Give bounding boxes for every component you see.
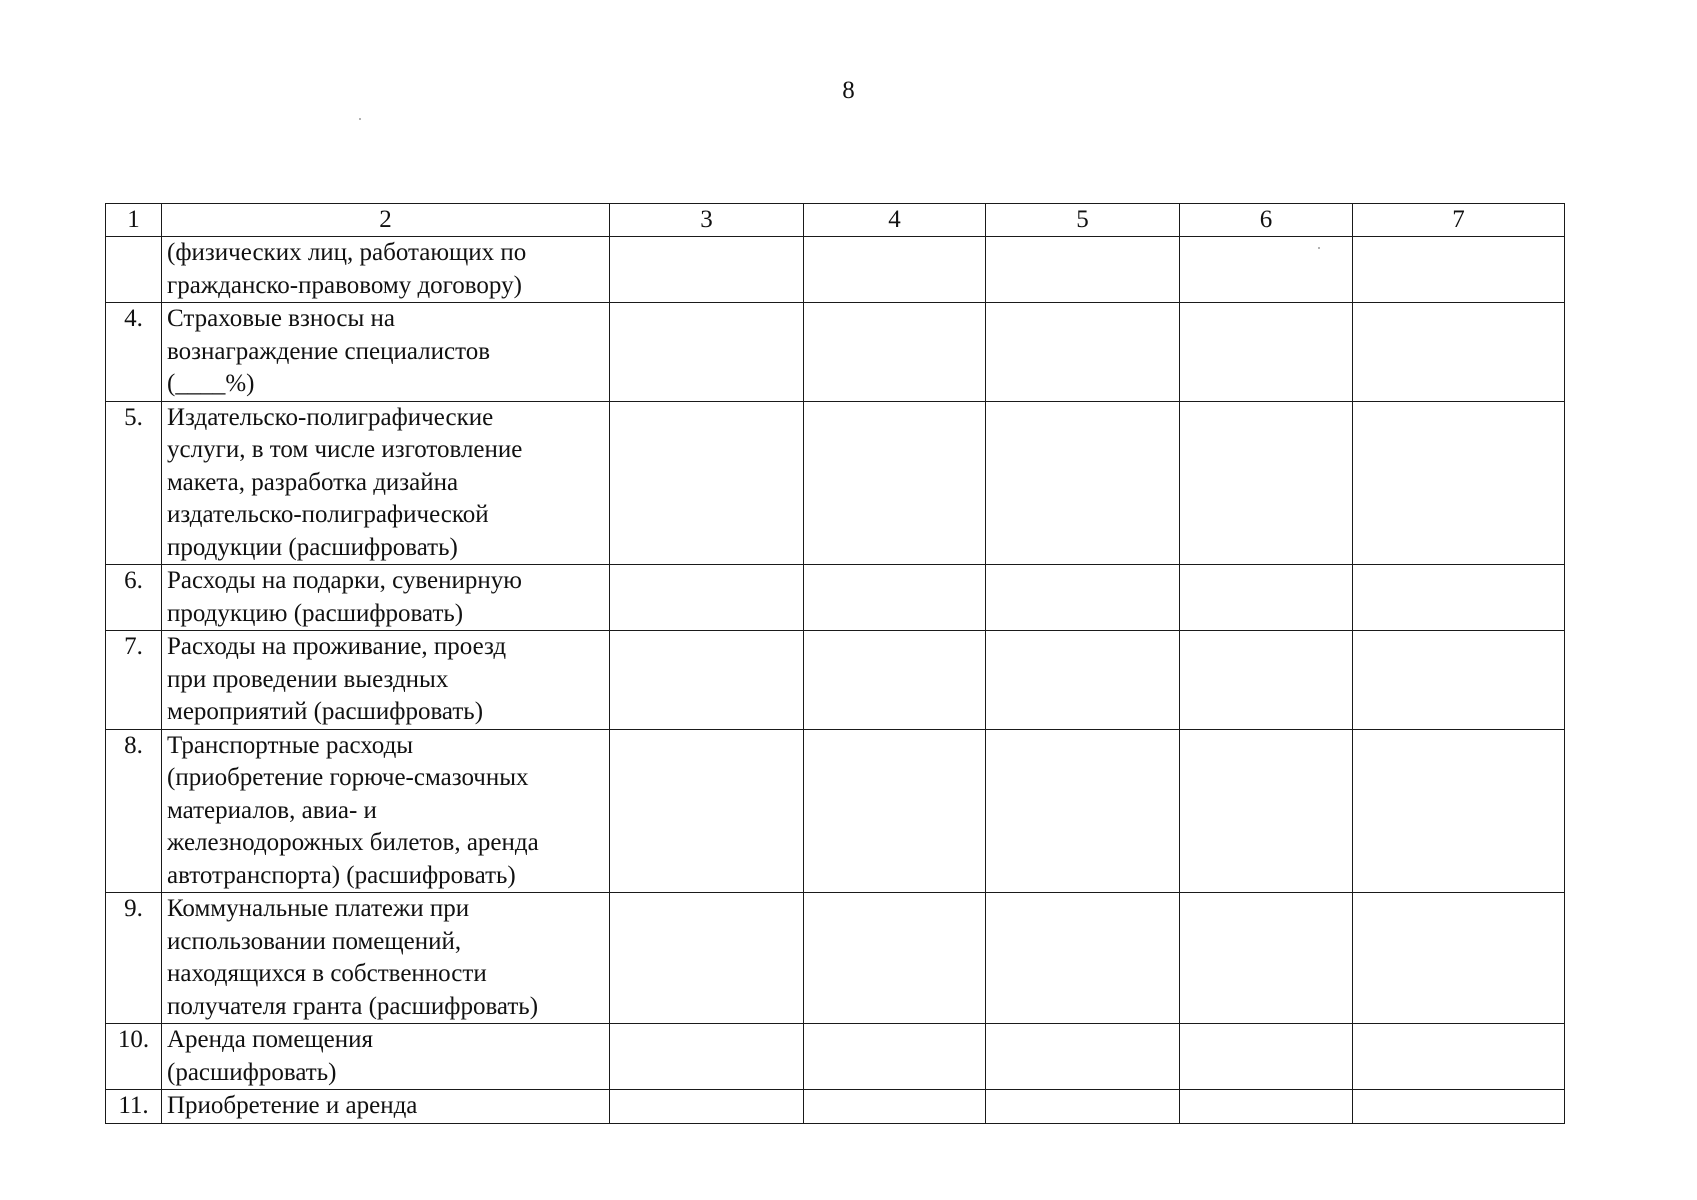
empty-cell [1180,1090,1353,1124]
row-description: Расходы на подарки, сувенирную продукцию (расшифровать) [162,565,610,631]
table-row [106,631,1565,730]
empty-cell [986,1024,1180,1090]
row-number: 8. [106,729,162,893]
table-row [106,565,1565,631]
budget-table [105,203,1565,1124]
row-number: 10. [106,1024,162,1090]
empty-cell [1353,237,1565,303]
table-row [106,1024,1565,1090]
empty-cell [1353,401,1565,565]
empty-cell [986,565,1180,631]
table-row [106,729,1565,893]
empty-cell [804,1090,986,1124]
row-number: 7. [106,631,162,730]
empty-cell [1180,893,1353,1024]
table-row [106,303,1565,402]
column-header: 4 [804,204,986,237]
empty-cell [986,237,1180,303]
column-header: 2 [162,204,610,237]
empty-cell [1353,303,1565,402]
row-number: 9. [106,893,162,1024]
empty-cell [1180,401,1353,565]
row-description: Приобретение и аренда [162,1090,610,1124]
empty-cell [1353,565,1565,631]
row-number: 5. [106,401,162,565]
scan-speck [1318,247,1320,249]
column-header: 5 [986,204,1180,237]
column-header: 3 [610,204,804,237]
empty-cell [804,237,986,303]
empty-cell [1180,565,1353,631]
column-header: 6 [1180,204,1353,237]
empty-cell [804,565,986,631]
empty-cell [986,893,1180,1024]
row-description: (физических лиц, работающих по гражданско-правовому договору) [162,237,610,303]
empty-cell [1180,303,1353,402]
row-number: 4. [106,303,162,402]
empty-cell [610,729,804,893]
empty-cell [610,631,804,730]
empty-cell [1353,729,1565,893]
page-number: 8 [842,77,855,104]
row-description: Расходы на проживание, проезд при проведении выездных мероприятий (расшифровать) [162,631,610,730]
table-row [106,893,1565,1024]
empty-cell [610,1024,804,1090]
empty-cell [804,729,986,893]
empty-cell [986,729,1180,893]
row-number [106,237,162,303]
row-description: Аренда помещения (расшифровать) [162,1024,610,1090]
empty-cell [1180,1024,1353,1090]
column-header: 1 [106,204,162,237]
table-row [106,237,1565,303]
empty-cell [1353,893,1565,1024]
empty-cell [804,401,986,565]
column-number-row [106,204,1565,237]
empty-cell [986,1090,1180,1124]
empty-cell [610,401,804,565]
empty-cell [610,303,804,402]
table-row [106,401,1565,565]
empty-cell [1180,237,1353,303]
empty-cell [610,1090,804,1124]
empty-cell [1353,631,1565,730]
empty-cell [610,237,804,303]
empty-cell [986,631,1180,730]
empty-cell [986,401,1180,565]
row-number: 6. [106,565,162,631]
empty-cell [804,303,986,402]
empty-cell [804,631,986,730]
row-description: Коммунальные платежи при использовании помещений, находящихся в собственности получателя гранта (расшифровать) [162,893,610,1024]
row-description: Страховые взносы на вознаграждение специалистов (____%) [162,303,610,402]
row-number: 11. [106,1090,162,1124]
scan-speck [359,118,361,120]
empty-cell [610,565,804,631]
empty-cell [1353,1090,1565,1124]
empty-cell [1180,729,1353,893]
row-description: Издательско-полиграфические услуги, в том числе изготовление макета, разработка дизайна издательско-полиграфической продукции (расшифровать) [162,401,610,565]
empty-cell [1180,631,1353,730]
table-row [106,1090,1565,1124]
empty-cell [986,303,1180,402]
empty-cell [1353,1024,1565,1090]
empty-cell [610,893,804,1024]
column-header: 7 [1353,204,1565,237]
row-description: Транспортные расходы (приобретение горюче-смазочных материалов, авиа- и железнодорожных билетов, аренда автотранспорта) (расшифровать) [162,729,610,893]
empty-cell [804,893,986,1024]
empty-cell [804,1024,986,1090]
